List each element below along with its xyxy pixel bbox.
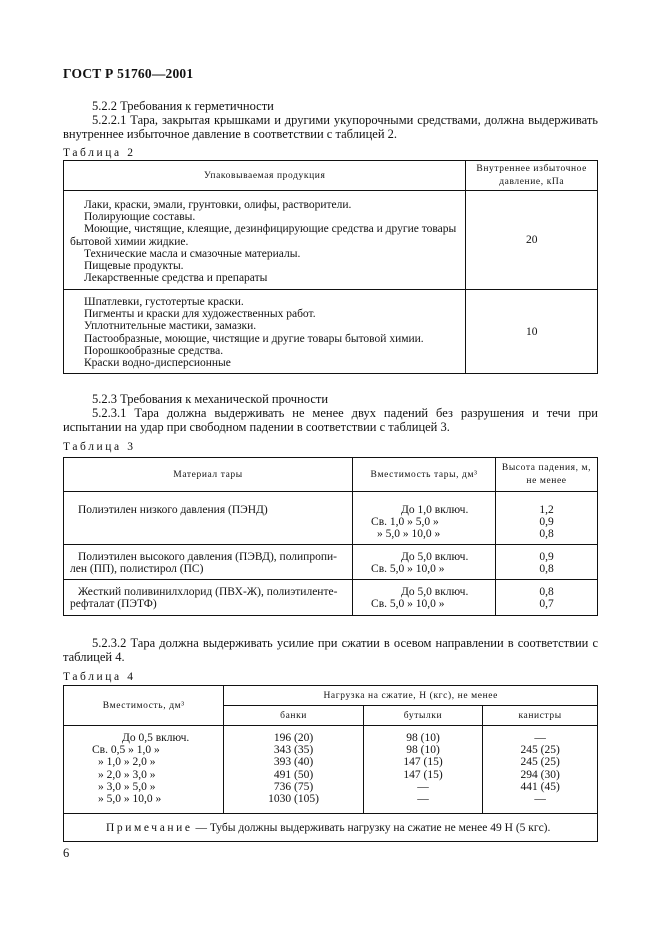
page-number: 6 [63,846,70,860]
table3-row [64,580,598,616]
table4-kanistry-cell [483,726,598,814]
table3-height-cell [496,545,598,580]
section-5232-paragraph: 5.2.3.2 Тара должна выдерживать усилие при сжатии в осевом направлении в соответствии с таблицей 4. [63,636,598,664]
load-value: 393 (40) [273,756,314,769]
table2-caption: Таблица 2 [63,147,136,159]
table3-capacity-cell [353,492,496,545]
capacity-line: Св. 0,5 » 1,0 » [92,744,160,757]
table4-header-banki: банки [224,706,363,726]
capacity-line: До 0,5 включ. [122,732,190,744]
table4-header-butylki: бутылки [363,706,483,726]
product-line: Пигменты и краски для художественных работ. [84,308,316,321]
table3-height-cell [496,580,598,616]
table3-material-cell [64,492,353,545]
load-value: 491 (50) [273,768,314,781]
load-value: 441 (45) [520,780,560,793]
load-value: 147 (15) [403,756,443,769]
load-value: 245 (25) [520,744,560,757]
table3-header-height [496,458,598,492]
standard-header: ГОСТ Р 51760—2001 [63,66,194,81]
table3-header-capacity: Вместимость тары, дм³ [353,458,496,492]
table2-pressure-value: 20 [466,191,598,290]
load-value: 196 (20) [273,732,314,744]
height-value: 0,9 [539,516,554,529]
table3-material-cell [64,580,353,616]
capacity-line: До 5,0 включ. [401,586,469,598]
table2-header-pressure-line1: Внутреннее избыточное [476,164,587,175]
section-5221-paragraph: 5.2.2.1 Тара, закрытая крышками и другими укупорочными средствами, должна выдерживать внутреннее избыточное давление в соответствии с таблицей 2. [63,113,598,141]
load-value: — [534,732,546,744]
height-value: 0,8 [539,563,554,576]
table2-header-pressure-line2: давление, кПа [499,176,565,187]
table2-products-cell [64,290,466,374]
table4 [63,685,598,842]
product-line: Пищевые продукты. [84,260,184,273]
product-line: бытовой химии жидкие. [70,235,189,248]
product-line: Уплотнительные мастики, замазки. [84,320,257,333]
load-value: 147 (15) [403,768,443,781]
table2-pressure-value: 10 [466,290,598,374]
load-value: 245 (25) [520,756,560,769]
table4-caption: Таблица 4 [63,671,136,683]
product-line: Моющие, чистящие, клеящие, дезинфицирующие средства и другие товары [84,223,457,236]
height-value: 1,2 [539,504,554,516]
table4-note [64,814,598,842]
load-value: 736 (75) [273,780,314,793]
table2-row [64,191,598,290]
capacity-line: » 2,0 » 3,0 » [98,768,156,781]
section-523-heading: 5.2.3 Требования к механической прочности [92,392,329,406]
table3-material-cell [64,545,353,580]
table2-header-product: Упаковываемая продукция [64,161,466,191]
load-value: — [417,780,429,793]
product-line: Порошкообразные средства. [84,344,224,357]
product-line: Полирующие составы. [84,211,196,224]
load-value: 98 (10) [406,732,440,744]
product-line: Технические масла и смазочные материалы. [84,247,301,260]
table3-header-material: Материал тары [64,458,353,492]
load-value: 1030 (105) [268,793,319,806]
height-value: 0,7 [539,598,554,611]
capacity-line: Св. 5,0 » 10,0 » [371,563,445,576]
capacity-line: » 1,0 » 2,0 » [98,756,156,769]
height-value: 0,8 [539,528,554,541]
table3-row [64,492,598,545]
height-value: 0,8 [539,586,554,598]
capacity-line: До 5,0 включ. [401,551,469,563]
capacity-line: До 1,0 включ. [401,504,469,516]
capacity-line: » 3,0 » 5,0 » [98,780,156,793]
table4-banki-cell [224,726,363,814]
table3-header-height-line2: не менее [526,475,567,486]
note-label: Примечание [106,821,193,834]
material-line: рефталат (ПЭТФ) [70,598,157,611]
product-line: Пастообразные, моющие, чистящие и другие товары бытовой химии. [84,332,424,345]
product-line: Шпатлевки, густотертые краски. [84,296,244,308]
load-value: — [417,793,429,806]
load-value: 294 (30) [520,768,560,781]
capacity-line: » 5,0 » 10,0 » [377,528,441,541]
table2-row [64,290,598,374]
product-line: Лаки, краски, эмали, грунтовки, олифы, растворители. [84,199,352,211]
section-5231-paragraph: 5.2.3.1 Тара должна выдерживать не менее двух падений без разрушения и течи при испытании на удар при свободном падении в соответствии с таблицей 3. [63,406,598,434]
capacity-line: » 5,0 » 10,0 » [98,793,162,806]
material-line: Полиэтилен высокого давления (ПЭВД), полипропи- [78,551,337,563]
height-value: 0,9 [539,551,554,563]
table4-note-row [64,814,598,842]
table3-height-cell [496,492,598,545]
table3-header-height-line1: Высота падения, м, [501,463,592,474]
table4-butylki-cell [363,726,483,814]
table2-header-pressure [466,161,598,191]
capacity-line: Св. 5,0 » 10,0 » [371,598,445,611]
table4-data-row [64,726,598,814]
load-value: 343 (35) [273,744,314,757]
table3-caption: Таблица 3 [63,441,136,453]
table4-header-capacity: Вместимость, дм³ [64,686,224,726]
material-line: лен (ПП), полистирол (ПС) [70,563,204,576]
product-line: Лекарственные средства и препараты [84,272,268,285]
table2-products-cell [64,191,466,290]
table4-header-load: Нагрузка на сжатие, Н (кгс), не менее [224,686,598,706]
table3-capacity-cell [353,545,496,580]
table4-header-kanistry: канистры [483,706,598,726]
load-value: — [534,793,546,806]
capacity-line: Св. 1,0 » 5,0 » [371,516,439,529]
table4-capacity-cell [64,726,224,814]
table3-capacity-cell [353,580,496,616]
product-line: Краски водно-дисперсионные [84,357,231,370]
table3-row [64,545,598,580]
load-value: 98 (10) [406,744,440,757]
table2 [63,160,598,374]
table3 [63,457,598,616]
material-line: Жесткий поливинилхлорид (ПВХ-Ж), полиэтиленте- [78,586,338,598]
material-line: Полиэтилен низкого давления (ПЭНД) [78,504,268,516]
section-522-heading: 5.2.2 Требования к герметичности [92,99,274,113]
note-text: — Тубы должны выдерживать нагрузку на сжатие не менее 49 Н (5 кгс). [195,821,551,834]
